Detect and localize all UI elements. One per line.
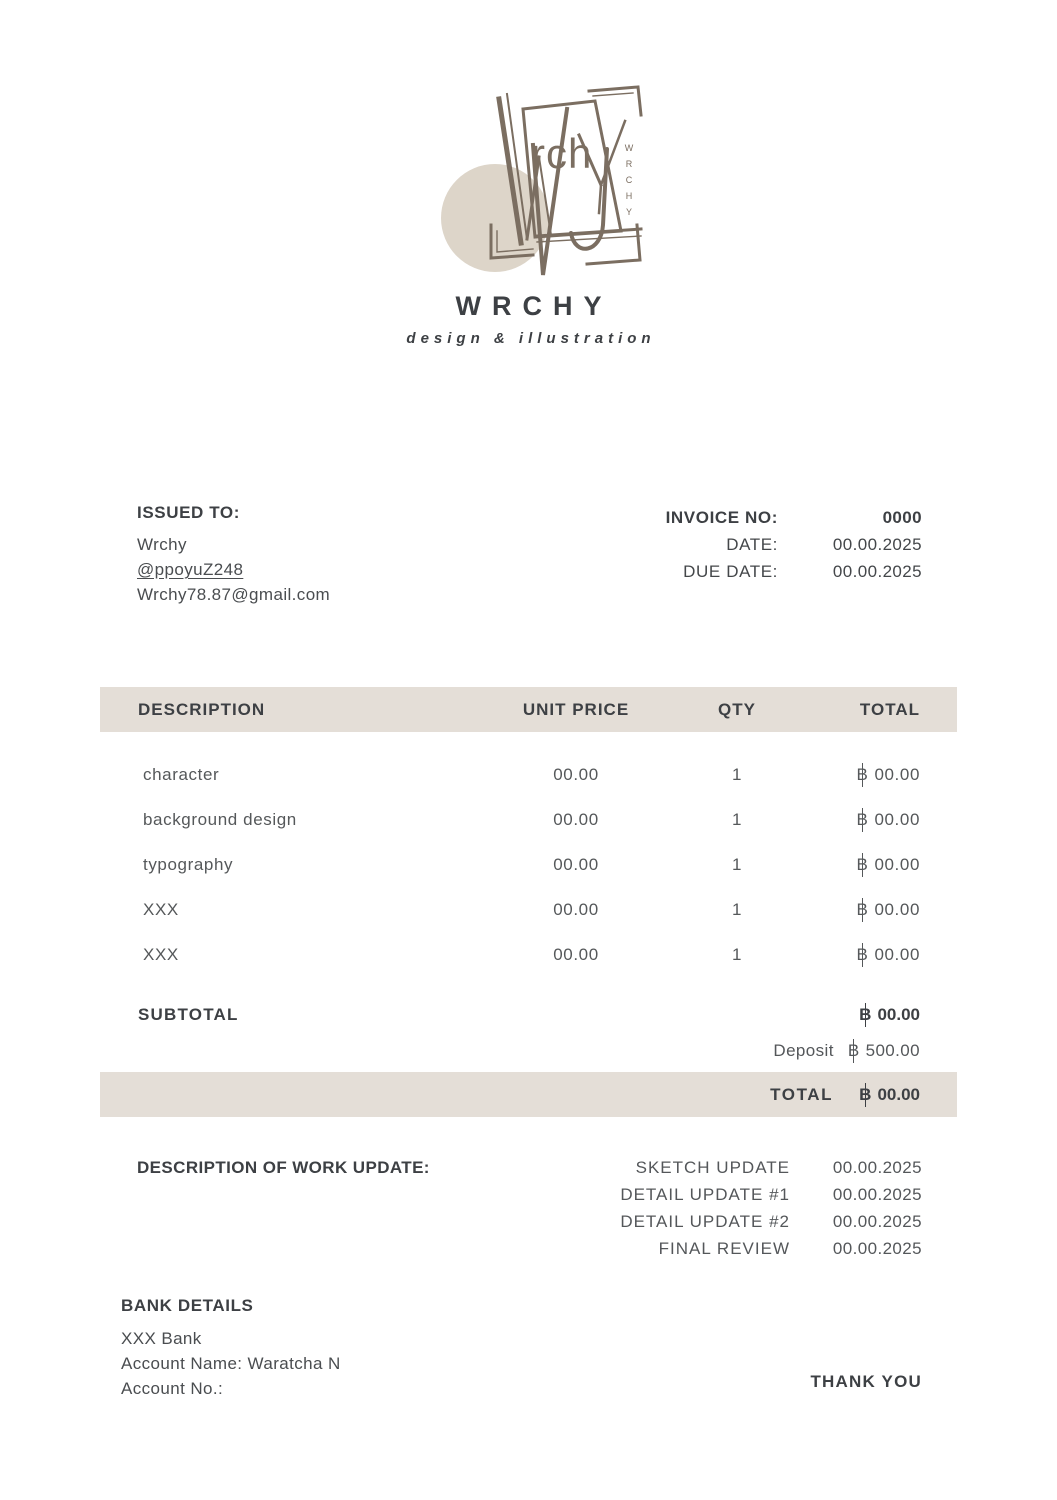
bank-account-name: Account Name: Waratcha N xyxy=(121,1354,341,1373)
deposit-row xyxy=(773,1041,920,1061)
baht-symbol xyxy=(857,900,869,920)
issued-to-section xyxy=(137,503,330,607)
item-unit-price: 00.00 xyxy=(553,944,599,964)
total-label: TOTAL xyxy=(770,1084,834,1104)
item-description: typography xyxy=(143,854,234,874)
brand-monogram-text: rch xyxy=(531,130,593,177)
brand-tagline: design & illustration xyxy=(406,330,656,347)
work-update-list xyxy=(620,1154,922,1262)
item-total: B 00.00 xyxy=(798,900,957,920)
work-update-stage: DETAIL UPDATE #1 xyxy=(620,1185,790,1204)
list-item xyxy=(620,1235,922,1262)
work-update-date: 00.00.2025 xyxy=(832,1158,922,1177)
due-date-value: 00.00.2025 xyxy=(832,562,922,581)
work-update-date: 00.00.2025 xyxy=(832,1185,922,1204)
item-total: B 00.00 xyxy=(798,765,957,785)
subtotal-amount: B 00.00 xyxy=(859,1005,957,1025)
item-description: XXX xyxy=(143,944,179,964)
brand-name: WRCHY xyxy=(455,291,613,321)
item-total: B 00.00 xyxy=(798,945,957,965)
table-row xyxy=(100,797,957,842)
item-qty: 1 xyxy=(731,764,743,784)
baht-symbol xyxy=(848,1041,860,1061)
work-update-stage: SKETCH UPDATE xyxy=(635,1158,790,1177)
bank-name: XXX Bank xyxy=(121,1329,202,1348)
work-update-date: 00.00.2025 xyxy=(832,1212,922,1231)
item-unit-price: 00.00 xyxy=(553,899,599,919)
invoice-no-label: INVOICE NO: xyxy=(665,508,778,527)
bank-account-no: Account No.: xyxy=(121,1379,224,1398)
item-qty: 1 xyxy=(731,899,743,919)
col-header-qty: QTY xyxy=(718,699,756,719)
bank-details-label: BANK DETAILS xyxy=(121,1296,254,1315)
list-item xyxy=(620,1181,922,1208)
list-item xyxy=(620,1208,922,1235)
baht-symbol xyxy=(857,810,869,830)
date-value: 00.00.2025 xyxy=(832,535,922,554)
client-email: Wrchy78.87@gmail.com xyxy=(137,585,331,604)
baht-symbol xyxy=(859,1005,871,1025)
invoice-no-value: 0000 xyxy=(882,508,922,527)
deposit-amount: 500.00 xyxy=(865,1041,920,1060)
date-label: DATE: xyxy=(726,535,778,554)
work-update-label: DESCRIPTION OF WORK UPDATE: xyxy=(137,1158,430,1177)
total-amount: 00.00 xyxy=(877,1084,920,1104)
item-total: B 00.00 xyxy=(798,810,957,830)
item-unit-price: 00.00 xyxy=(553,764,599,784)
subtotal-label: SUBTOTAL xyxy=(138,1005,239,1024)
item-qty: 1 xyxy=(731,854,743,874)
items-table-header xyxy=(100,687,957,732)
item-description: character xyxy=(143,764,220,784)
table-row xyxy=(100,842,957,887)
item-description: background design xyxy=(143,809,297,829)
list-item xyxy=(620,1154,922,1181)
work-update-date: 00.00.2025 xyxy=(832,1239,922,1258)
brand-logo xyxy=(437,85,665,285)
invoice-meta xyxy=(666,504,922,585)
col-header-total: TOTAL xyxy=(859,699,920,719)
total-row xyxy=(100,1072,957,1117)
client-handle-link[interactable]: @ppoyuZ248 xyxy=(137,560,244,579)
item-description: XXX xyxy=(143,899,179,919)
baht-symbol xyxy=(857,765,869,785)
brand-monogram-vertical-text: WRCHY xyxy=(624,143,634,223)
thank-you-text: THANK YOU xyxy=(810,1372,922,1391)
subtotal-row xyxy=(100,999,957,1031)
bank-details-section xyxy=(121,1296,341,1401)
table-row xyxy=(100,932,957,977)
due-date-label: DUE DATE: xyxy=(683,562,778,581)
work-update-stage: FINAL REVIEW xyxy=(658,1239,790,1258)
item-qty: 1 xyxy=(731,809,743,829)
baht-symbol xyxy=(857,945,869,965)
baht-symbol xyxy=(859,1085,871,1105)
col-header-unit-price: UNIT PRICE xyxy=(522,699,630,719)
items-table-body xyxy=(100,752,957,977)
table-row xyxy=(100,887,957,932)
work-update-stage: DETAIL UPDATE #2 xyxy=(620,1212,790,1231)
baht-symbol xyxy=(857,855,869,875)
item-total: B 00.00 xyxy=(798,855,957,875)
deposit-label: Deposit xyxy=(773,1041,834,1060)
item-unit-price: 00.00 xyxy=(553,809,599,829)
item-unit-price: 00.00 xyxy=(553,854,599,874)
table-row xyxy=(100,752,957,797)
item-qty: 1 xyxy=(731,944,743,964)
client-name: Wrchy xyxy=(137,535,187,554)
col-header-description: DESCRIPTION xyxy=(138,699,266,719)
issued-to-label: ISSUED TO: xyxy=(137,503,240,522)
